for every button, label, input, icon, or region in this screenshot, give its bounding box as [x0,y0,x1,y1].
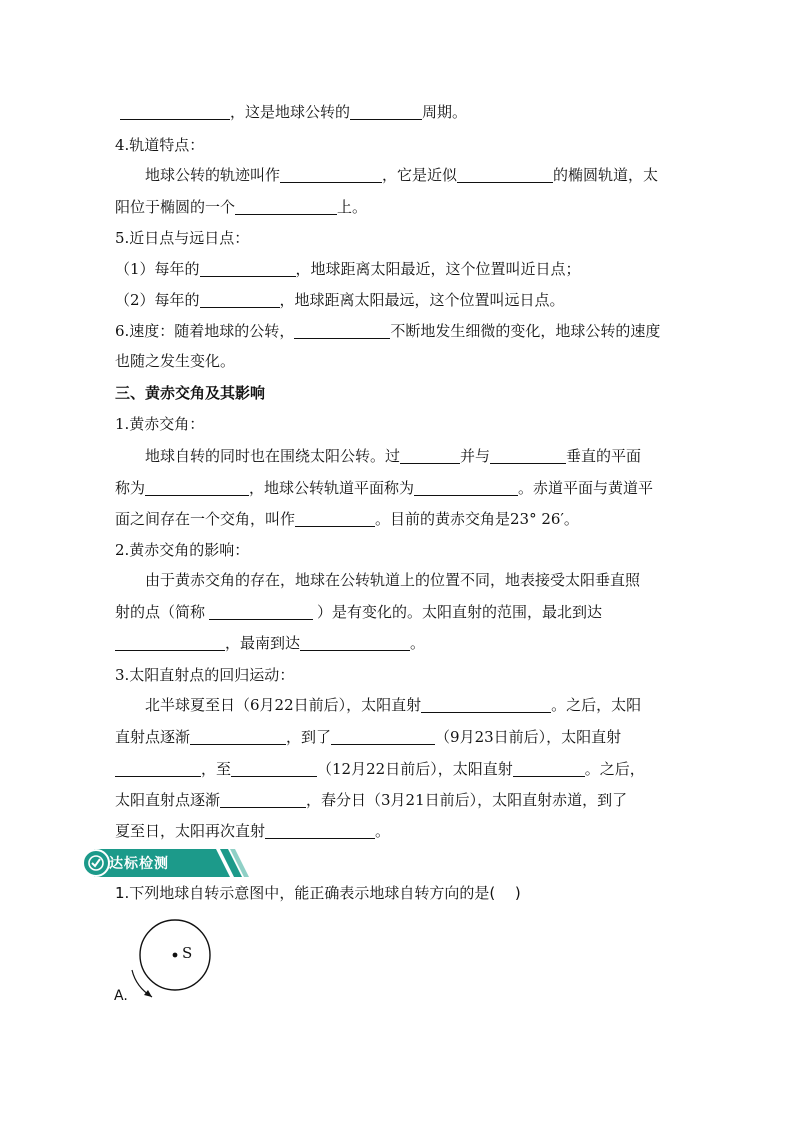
blank [513,761,585,777]
text: 的椭圆轨道，太 [553,166,659,184]
text: 直射点逐渐 [115,728,191,746]
blank [421,697,551,713]
blank [294,323,390,339]
text-line: 由于黄赤交角的存在，地球在公转轨道上的位置不同，地表接受太阳垂直照 [145,571,641,589]
text: 。之后， [584,760,645,778]
text-line [115,477,685,499]
section-banner [80,845,250,881]
blank [145,480,249,496]
text-line [115,820,685,842]
section-title: 2.黄赤交角的影响： [115,541,250,559]
text: ，它是近似 [382,166,458,184]
blank [115,761,201,777]
text: ，这是地球公转的 [230,103,351,121]
blank [209,604,313,620]
text-line [115,726,685,748]
blank [490,448,566,464]
blank [115,635,225,651]
section-heading: 三、黄赤交角及其影响 [115,384,266,402]
text: 上。 [337,198,368,216]
text: 不断地发生细微的变化，地球公转的速度 [390,322,661,340]
section-title: 3.太阳直射点的回归运动： [115,666,295,684]
text: 地球公转的轨迹叫作 [145,166,281,184]
blank [220,792,306,808]
blank [200,261,296,277]
text: 北半球夏至日（6月22日前后），太阳直射 [145,696,422,714]
text: 。之后，太阳 [551,696,642,714]
text: 夏至日，太阳再次直射 [115,822,266,840]
blank [235,199,337,215]
text-line [145,694,685,716]
text-line [115,196,685,218]
text: 。 [410,634,426,652]
section-title: 4.轨道特点： [115,136,205,154]
blank [120,104,230,120]
text: （9月23日前后），太阳直射 [435,728,622,746]
text: ，春分日（3月21日前后），太阳直射赤道，到了 [306,791,628,809]
text: 6.速度：随着地球的公转， [115,322,295,340]
pole-label: S [182,944,193,962]
text-line [115,508,685,530]
blank [265,823,375,839]
text: ，地球距离太阳最远，这个位置叫远日点。 [279,291,565,309]
blank [200,292,280,308]
blank [295,511,375,527]
text: 面之间存在一个交角，叫作 [115,510,296,528]
text: 并与 [460,447,491,465]
text: ）是有变化的。太阳直射的范围，最北到达 [317,603,603,621]
text-line [115,258,685,280]
banner-label: 达标检测 [109,856,169,872]
text-line [145,164,685,186]
rotation-diagram [130,915,230,1005]
blank [350,104,422,120]
text: 射的点（简称 [115,603,206,621]
text: 称为 [115,479,146,497]
section-title: 5.近日点与远日点： [115,229,250,247]
text: （2）每年的 [115,291,200,309]
text: （1）每年的 [115,260,200,278]
text: ，至 [201,760,232,778]
text: 太阳直射点逐渐 [115,791,221,809]
text-line [115,632,685,654]
text: ，最南到达 [225,634,301,652]
text: 。赤道平面与黄道平 [518,479,654,497]
text-line [115,289,685,311]
text: 垂直的平面 [566,447,642,465]
text-line [115,758,685,780]
blank [300,635,410,651]
text: 阳位于椭圆的一个 [115,198,236,216]
blank [400,448,460,464]
check-icon [87,851,105,873]
blank [190,729,286,745]
text: 。目前的黄赤交角是23° 26′。 [375,510,579,528]
blank [457,167,553,183]
text-line [145,445,685,467]
option-a-label[interactable]: A. [114,988,128,1004]
text: 。 [375,822,391,840]
text: （12月22日前后），太阳直射 [317,760,513,778]
text: 周期。 [422,103,468,121]
text-line [115,601,685,623]
blank [231,761,317,777]
question-text: 1.下列地球自转示意图中，能正确表示地球自转方向的是( ) [115,884,521,902]
text: ，地球公转轨道平面称为 [249,479,415,497]
blank [414,480,518,496]
text: ，到了 [286,728,332,746]
section-title: 1.黄赤交角： [115,415,205,433]
text-line [115,789,685,811]
text: 地球自转的同时也在围绕太阳公转。过 [145,447,401,465]
text-line: 也随之发生变化。 [115,352,236,370]
text-line [115,320,685,342]
text-line [115,101,685,123]
blank [280,167,382,183]
blank [331,729,435,745]
text: ，地球距离太阳最近，这个位置叫近日点； [295,260,581,278]
